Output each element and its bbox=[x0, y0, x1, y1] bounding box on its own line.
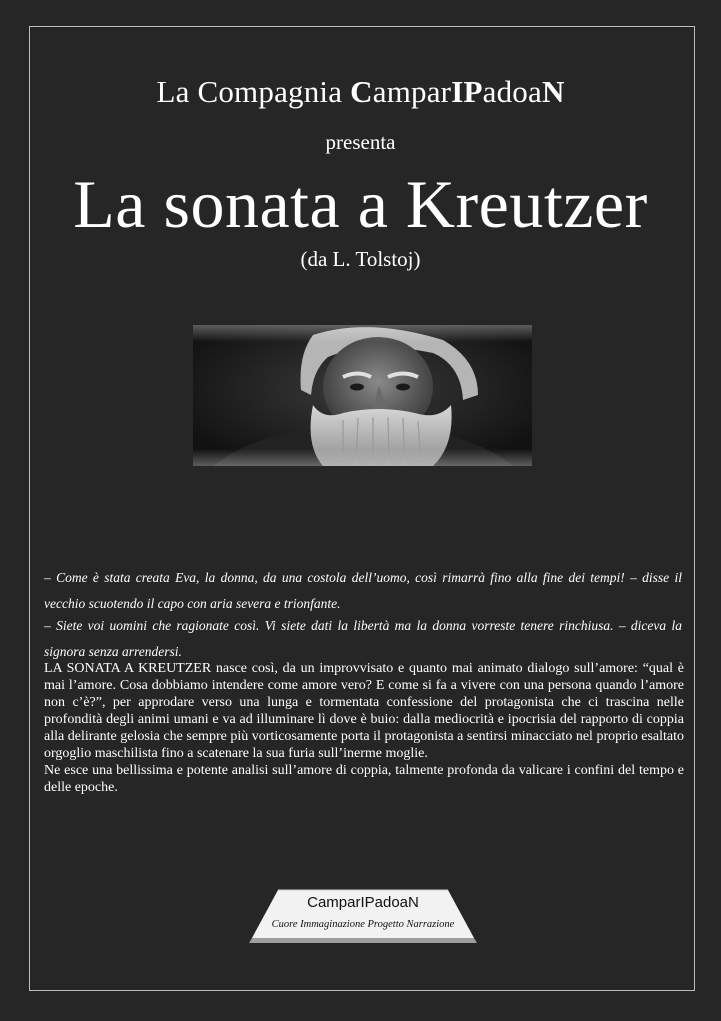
company-name-part: ampar bbox=[372, 74, 452, 109]
company-prefix: La Compagnia bbox=[156, 74, 351, 109]
company-heading bbox=[0, 74, 721, 110]
description-paragraph: LA SONATA A KREUTZER nasce così, da un improvvisato e quanto mai animato dialogo sull’amore: “qual è mai l’amore. Cosa dobbiamo intendere come amore vero? E come si fa a vivere con una persona quando l’amore non c’è?”, per approdare verso una lunga e tormentata confessione del protagonista che ci trascina nelle profondità degli animi umani e va ad illuminare lì dove è buio: dalla mediocrità e ipocrisia del rapporto di coppia alla delirante gelosia che sempre più vorticosamente porta il protagonista a sentirsi minacciato nel proprio esaltato orgoglio maschilista fino a scatenare la sua furia sull’inerme moglie. bbox=[44, 661, 684, 761]
company-name-part: N bbox=[541, 74, 565, 109]
logo-name: CamparIPadoaN bbox=[307, 894, 419, 911]
quote-1: – Come è stata creata Eva, la donna, da una costola dell’uomo, così rimarrà fino alla fine dei tempi! – disse il vecchio scuotendo il capo con aria severa e trionfante. bbox=[44, 570, 682, 611]
presenta-label: presenta bbox=[325, 130, 396, 154]
description-text bbox=[44, 660, 684, 796]
company-name bbox=[350, 74, 564, 109]
quote-2: – Siete voi uomini che ragionate così. Vi siete dati la libertà ma la donna vorreste tenere rinchiusa. – diceva la signora senza arrendersi. bbox=[44, 618, 682, 659]
page-title: La sonata a Kreutzer bbox=[73, 166, 648, 242]
company-name-part: adoa bbox=[482, 74, 542, 109]
logo-tagline: Cuore Immaginazione Progetto Narrazione bbox=[271, 919, 455, 930]
page-subtitle: (da L. Tolstoj) bbox=[300, 247, 421, 271]
company-name-part: IP bbox=[451, 74, 483, 109]
company-name-part: C bbox=[350, 74, 373, 109]
tolstoy-portrait-image bbox=[193, 325, 532, 466]
description-paragraph: Ne esce una bellissima e potente analisi sull’amore di coppia, talmente profonda da valicare i confini del tempo e delle epoche. bbox=[44, 763, 684, 795]
company-logo bbox=[248, 888, 478, 944]
